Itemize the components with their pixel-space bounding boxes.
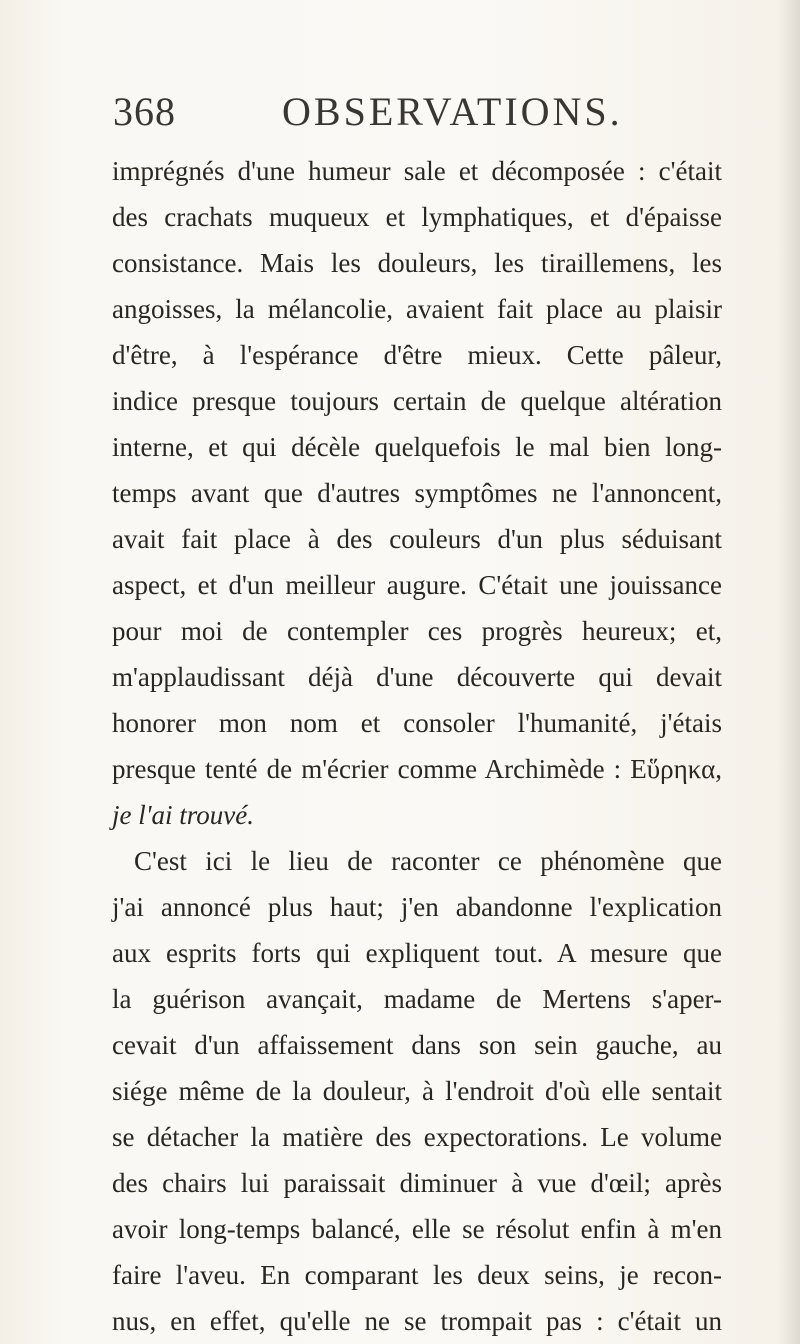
text-line: angoisses, la mélancolie, avaient fait place au plaisir xyxy=(112,294,722,324)
text-line: j'ai annoncé plus haut; j'en abandonne l'explication xyxy=(112,892,722,922)
text-line: aspect, et d'un meilleur augure. C'était une jouissance xyxy=(112,570,722,600)
text-line: la guérison avançait, madame de Mertens s'aper- xyxy=(112,984,722,1014)
body-text xyxy=(112,148,722,1344)
page-number: 368 xyxy=(113,89,176,134)
text-line: pour moi de contempler ces progrès heureux; et, xyxy=(112,616,722,646)
text-line-italic: je l'ai trouvé. xyxy=(112,800,254,830)
page-header xyxy=(0,88,800,148)
text-line: se détacher la matière des expectorations. Le volume xyxy=(112,1122,722,1152)
text-line: honorer mon nom et consoler l'humanité, j'étais xyxy=(112,708,722,738)
text-line: avait fait place à des couleurs d'un plus séduisant xyxy=(112,524,722,554)
text-line: cevait d'un affaissement dans son sein gauche, au xyxy=(112,1030,722,1060)
text-line: des crachats muqueux et lymphatiques, et d'épaisse xyxy=(112,202,722,232)
text-line: presque tenté de m'écrier comme Archimède : Εὕρηκα, xyxy=(112,754,722,784)
text-line: nus, en effet, qu'elle ne se trompait pas : c'était un xyxy=(112,1306,722,1336)
text-line: siége même de la douleur, à l'endroit d'où elle sentait xyxy=(112,1076,722,1106)
text-line: temps avant que d'autres symptômes ne l'annoncent, xyxy=(112,478,722,508)
text-line: d'être, à l'espérance d'être mieux. Cette pâleur, xyxy=(112,340,722,370)
text-line: avoir long-temps balancé, elle se résolut enfin à m'en xyxy=(112,1214,722,1244)
paragraph-start-line: C'est ici le lieu de raconter ce phénomène que xyxy=(134,846,722,876)
text-line: aux esprits forts qui expliquent tout. A mesure que xyxy=(112,938,722,968)
text-line: imprégnés d'une humeur sale et décomposée : c'était xyxy=(112,156,722,186)
page-edge-shadow xyxy=(778,0,800,1344)
text-line: faire l'aveu. En comparant les deux seins, je recon- xyxy=(112,1260,722,1290)
text-line: consistance. Mais les douleurs, les tiraillemens, les xyxy=(112,248,722,278)
text-line: indice presque toujours certain de quelque altération xyxy=(112,386,722,416)
text-line: interne, et qui décèle quelquefois le mal bien long- xyxy=(112,432,722,462)
running-head: OBSERVATIONS. xyxy=(282,89,623,134)
text-line: m'applaudissant déjà d'une découverte qui devait xyxy=(112,662,722,692)
text-line: des chairs lui paraissait diminuer à vue d'œil; après xyxy=(112,1168,722,1198)
